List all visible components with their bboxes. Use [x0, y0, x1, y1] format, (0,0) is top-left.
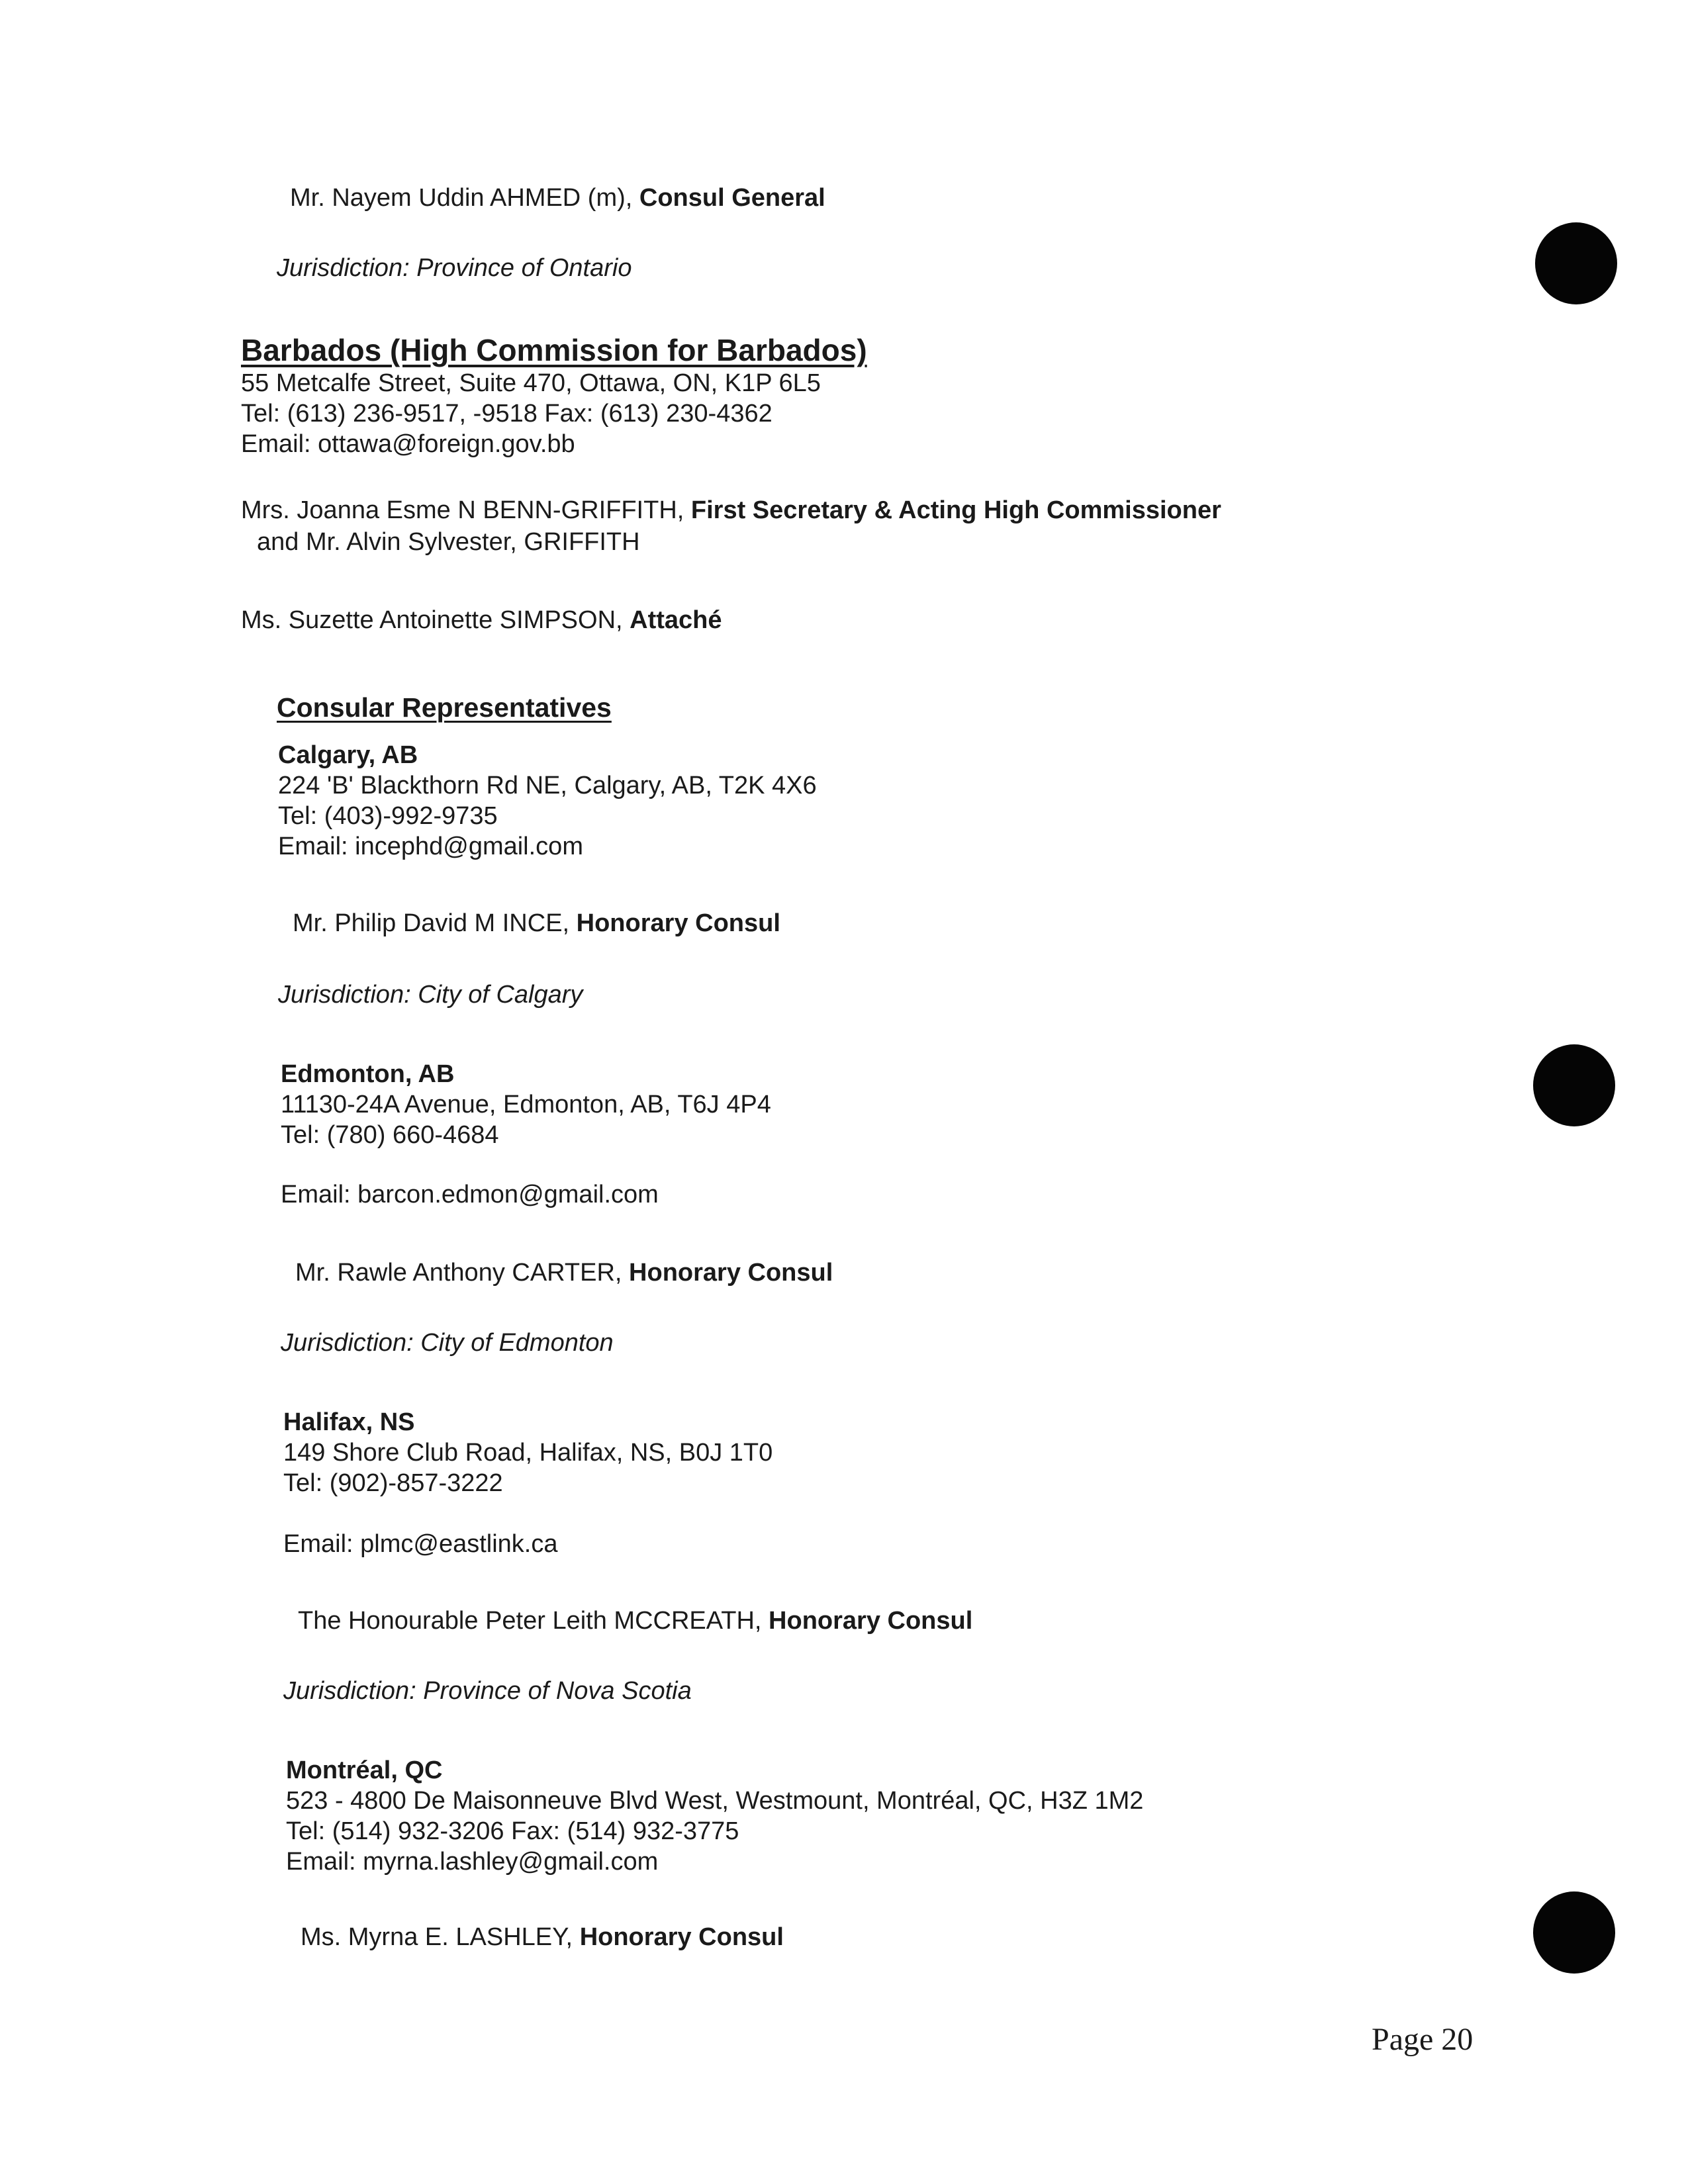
office-address: 224 'B' Blackthorn Rd NE, Calgary, AB, T2K 4X6 — [278, 772, 817, 799]
office-jurisdiction: Jurisdiction: Province of Nova Scotia — [283, 1677, 692, 1705]
office-city: Edmonton, AB — [281, 1060, 455, 1088]
person-title: Honorary Consul — [769, 1607, 973, 1635]
office-city: Montréal, QC — [286, 1756, 443, 1784]
person-title: Attaché — [630, 606, 722, 634]
office-tel: Tel: (780) 660-4684 — [281, 1121, 499, 1149]
person-name: Mr. Rawle Anthony CARTER, — [295, 1259, 630, 1287]
office-address: 149 Shore Club Road, Halifax, NS, B0J 1T0 — [283, 1439, 773, 1467]
punch-hole-icon — [1535, 222, 1617, 304]
office-consul — [298, 1606, 972, 1636]
office-tel: Tel: (514) 932-3206 Fax: (514) 932-3775 — [286, 1817, 739, 1845]
page-number: Page 20 — [1372, 2022, 1474, 2057]
person-title: Honorary Consul — [579, 1923, 784, 1951]
consul-general-entry — [290, 183, 825, 213]
office-consul — [293, 908, 780, 938]
consular-heading: Consular Representatives — [277, 692, 612, 723]
office-jurisdiction: Jurisdiction: City of Calgary — [278, 981, 583, 1009]
staff-entry — [241, 495, 1221, 525]
office-city: Halifax, NS — [283, 1408, 415, 1436]
person-name: Mrs. Joanna Esme N BENN-GRIFFITH, — [241, 496, 691, 524]
person-name: Mr. Philip David M INCE, — [293, 909, 577, 937]
office-address: 523 - 4800 De Maisonneuve Blvd West, Westmount, Montréal, QC, H3Z 1M2 — [286, 1787, 1144, 1815]
office-city: Calgary, AB — [278, 741, 418, 769]
mission-tel: Tel: (613) 236-9517, -9518 Fax: (613) 230-4362 — [241, 400, 773, 428]
office-tel: Tel: (902)-857-3222 — [283, 1469, 503, 1497]
office-consul — [295, 1257, 833, 1288]
person-title: Honorary Consul — [576, 909, 780, 937]
person-name: Ms. Suzette Antoinette SIMPSON, — [241, 606, 630, 634]
person-name: Ms. Myrna E. LASHLEY, — [301, 1923, 580, 1951]
person-title: First Secretary & Acting High Commissioner — [690, 496, 1221, 524]
office-consul — [301, 1922, 784, 1952]
office-jurisdiction: Jurisdiction: City of Edmonton — [281, 1329, 614, 1357]
mission-email: Email: ottawa@foreign.gov.bb — [241, 430, 575, 458]
mission-heading: Barbados (High Commission for Barbados) — [241, 333, 867, 367]
staff-entry — [241, 605, 722, 635]
person-name: Mr. Nayem Uddin AHMED (m), — [290, 184, 639, 212]
office-email: Email: barcon.edmon@gmail.com — [281, 1181, 659, 1208]
person-title: Honorary Consul — [629, 1259, 833, 1287]
mission-address: 55 Metcalfe Street, Suite 470, Ottawa, ON, K1P 6L5 — [241, 369, 821, 397]
office-email: Email: myrna.lashley@gmail.com — [286, 1848, 659, 1876]
office-address: 11130-24A Avenue, Edmonton, AB, T6J 4P4 — [281, 1091, 771, 1118]
office-email: Email: plmc@eastlink.ca — [283, 1530, 558, 1558]
jurisdiction-ontario: Jurisdiction: Province of Ontario — [277, 254, 632, 282]
punch-hole-icon — [1533, 1891, 1615, 1974]
person-title: Consul General — [639, 184, 825, 212]
punch-hole-icon — [1533, 1044, 1615, 1126]
staff-spouse: and Mr. Alvin Sylvester, GRIFFITH — [257, 528, 640, 556]
office-tel: Tel: (403)-992-9735 — [278, 802, 498, 830]
person-name: The Honourable Peter Leith MCCREATH, — [298, 1607, 769, 1635]
office-email: Email: incephd@gmail.com — [278, 833, 583, 860]
